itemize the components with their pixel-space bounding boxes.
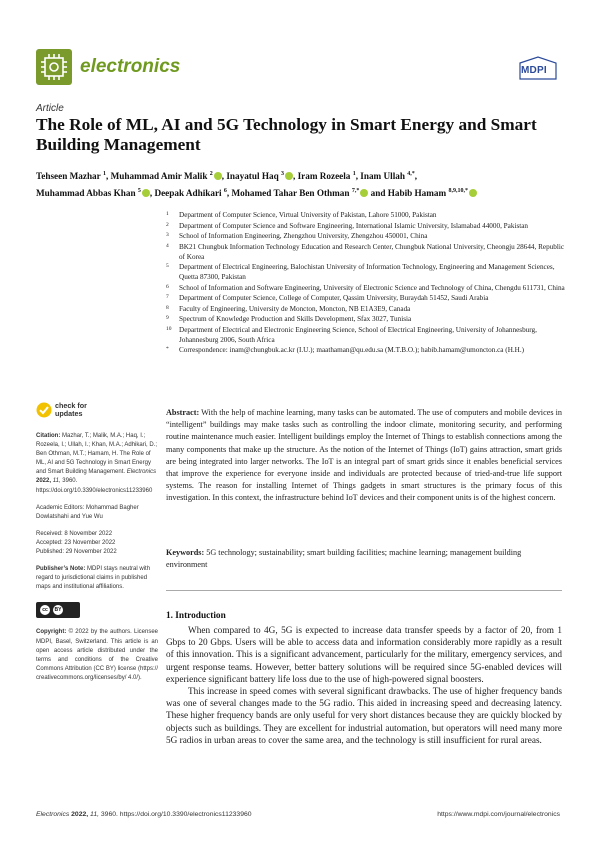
affiliation-text: Department of Computer Science, College of Computer, Qassim University, Buraydah 51452, Saudi Arabia xyxy=(179,294,489,302)
publisher-note-heading: Publisher’s Note: xyxy=(36,566,86,573)
publisher-note-text: MDPI stays neutral with regard to jurisdictional claims in published maps and institutional affiliations. xyxy=(36,566,151,591)
mdpi-logo xyxy=(516,55,560,81)
affiliation-number: 2 xyxy=(166,221,169,228)
author-affiliation-mark: 8,9,10,* xyxy=(448,188,468,195)
footer-doi-link[interactable]: 3960. https://doi.org/10.3390/electronics11233960 xyxy=(100,811,252,818)
footer-citation xyxy=(36,811,252,818)
affiliation-text: BK21 Chungbuk Information Technology Education and Research Center, Chungbuk National University, Cheongju 28644, Republic of Korea xyxy=(179,242,565,261)
citation-heading: Citation: xyxy=(36,433,61,439)
affiliation-number: * xyxy=(166,346,169,352)
copyright-heading: Copyright: xyxy=(36,629,67,636)
affiliation-number: 9 xyxy=(166,315,169,321)
paragraph: This increase in speed comes with several significant drawbacks. The use of higher frequency bands was one of several changes made to the 5G radio. This aided in increasing speed and decreasing latency. These higher frequency bands are only useful for very short distances because they are quickly blocked by objects such as buildings. They are excellent for industrial automation, but operators will need many more 5G radios in urban areas to cover the same area, and the technology is still insufficient for rural areas. xyxy=(166,687,562,746)
keywords xyxy=(166,547,562,571)
author-name: and Habib Hamam xyxy=(370,188,447,199)
affiliation-item xyxy=(166,304,566,314)
section-heading: 1. Introduction xyxy=(166,611,226,621)
orcid-icon[interactable] xyxy=(285,172,293,180)
section-body xyxy=(166,625,562,747)
affiliation-text: Department of Computer Science, Virtual University of Pakistan, Lahore 51000, Pakistan xyxy=(179,211,437,219)
affiliation-text: School of Information Engineering, Zhengzhou University, Zhengzhou 450001, China xyxy=(179,232,428,240)
affiliation-number: 4 xyxy=(166,242,169,249)
orcid-icon[interactable] xyxy=(214,172,222,180)
check-updates-icon xyxy=(36,402,52,418)
abstract xyxy=(166,407,562,505)
received-date: Received: 8 November 2022 xyxy=(36,530,113,537)
cc-by-license-icon[interactable] xyxy=(36,602,80,618)
citation-journal: Electronics xyxy=(126,469,157,476)
academic-editors: Academic Editors: Mohammad Bagher Dowlatshahi and Yue Wu xyxy=(36,504,139,520)
by-icon: BY xyxy=(54,607,62,614)
author-affiliation-mark: 1 xyxy=(352,171,356,177)
author-affiliation-mark: 6 xyxy=(223,188,227,195)
author-name: Muhammad Amir Malik xyxy=(110,171,208,182)
affiliation-number: 7 xyxy=(166,294,169,300)
author-name: Iram Rozeela xyxy=(297,171,351,182)
author-affiliation-mark: 5 xyxy=(137,188,141,195)
author-name: Mohamed Tahar Ben Othman xyxy=(231,188,350,199)
journal-logo-icon xyxy=(36,49,72,85)
affiliation-text: Correspondence: inam@chungbuk.ac.kr (I.U.); maathaman@qu.edu.sa (M.T.B.O.); habib.hamam@umoncton.ca (H.H.) xyxy=(179,346,525,354)
author-name: Muhammad Abbas Khan xyxy=(36,188,136,199)
affiliation-text: Department of Computer Science and Software Engineering, International Islamic University, Islamabad 44000, Pakistan xyxy=(179,221,529,230)
publisher-note xyxy=(36,565,158,592)
section-divider xyxy=(166,590,562,591)
article-info-sidebar xyxy=(36,402,158,691)
check-label-line2: updates xyxy=(55,409,83,418)
footer-journal-url[interactable]: https://www.mdpi.com/journal/electronics xyxy=(437,811,560,818)
footer-volume: 11, xyxy=(90,811,99,818)
orcid-icon[interactable] xyxy=(142,189,150,197)
author-name: Deepak Adhikari xyxy=(154,188,222,199)
affiliation-list xyxy=(166,210,566,356)
affiliation-item xyxy=(166,262,566,282)
cc-icon: cc xyxy=(40,605,50,615)
journal-header xyxy=(36,47,560,87)
affiliation-text: Spectrum of Knowledge Production and Skills Development, Sfax 3027, Tunisia xyxy=(179,315,412,323)
author-name: Tehseen Mazhar xyxy=(36,171,101,182)
citation-block xyxy=(36,432,158,496)
paper-title: The Role of ML, AI and 5G Technology in Smart Energy and Smart Building Management xyxy=(36,115,537,154)
affiliation-item xyxy=(166,293,566,303)
keywords-text: 5G technology; sustainability; smart building facilities; machine learning; management building environment xyxy=(166,548,522,570)
affiliation-number: 6 xyxy=(166,283,169,290)
abstract-label: Abstract: xyxy=(166,408,200,417)
author-affiliation-mark: 2 xyxy=(209,171,213,177)
author-list: Tehseen Mazhar $^1$, Muhammad Amir Malik $^2$ , Inayatul Haq $^3$ , Iram Rozeela $^1$, Inam Ullah $^{4,*}$, Muhammad Abbas Khan $^5$ , Deepak Adhikari $^6$, Mohamed Tahar Ben Othman $^{7,*}$ and Habib Hamam $^{8,9,10,*}$ xyxy=(36,167,576,201)
affiliation-item xyxy=(166,210,566,220)
mdpi-logo-text: MDPI xyxy=(521,65,547,76)
affiliation-item xyxy=(166,325,566,345)
published-date: Published: 29 November 2022 xyxy=(36,549,117,556)
check-label-line1: check for xyxy=(55,401,87,410)
affiliation-text: Faculty of Engineering, University de Moncton, Moncton, NB E1A3E9, Canada xyxy=(179,304,411,313)
citation-volume: 11, xyxy=(52,478,61,485)
dates-block xyxy=(36,530,158,557)
affiliation-number: 10 xyxy=(166,325,172,332)
author-affiliation-mark: 1 xyxy=(103,171,107,177)
citation-year: 2022, xyxy=(36,478,52,485)
accepted-date: Accepted: 23 November 2022 xyxy=(36,539,116,546)
check-for-updates-button[interactable] xyxy=(36,402,158,424)
footer-year: 2022, xyxy=(71,811,89,818)
affiliation-text: Department of Electrical Engineering, Balochistan University of Information Technology, Engineering and Management Sciences, Quetta 87300, Pakistan xyxy=(179,263,555,281)
author-affiliation-mark: 7,* xyxy=(351,188,360,195)
affiliation-item xyxy=(166,283,566,293)
affiliation-text: School of Information and Software Engineering, University of Electronic Science and Technology of China, Chengdu 611731, China xyxy=(179,283,565,292)
affiliation-item xyxy=(166,345,566,355)
copyright-text: © 2022 by the authors. Licensee MDPI, Basel, Switzerland. This article is an open access article distributed under the terms and conditions of the Creative Commons Attribution (CC BY) license (https:// creativecommons.org/licenses/by/ 4.0/). xyxy=(36,629,159,681)
affiliation-item xyxy=(166,221,566,231)
affiliation-item xyxy=(166,242,566,262)
copyright-block xyxy=(36,628,158,683)
author-affiliation-mark: 3 xyxy=(280,171,284,177)
orcid-icon[interactable] xyxy=(360,189,368,197)
abstract-text: With the help of machine learning, many tasks can be automated. The use of computers and mobile devices in “intelligent” buildings may make tasks such as controlling the indoor climate, monitoring security, and performing routine maintenance much easier. Intelligent buildings employ the Internet of Things to establish connections among the many components that make up the structure. As the notion of the Internet of Things (IoT) gains attraction, smart grids are being integrated into larger networks. The IoT is an integral part of smart grids since it enables beneficial services that improve the experience for everyone inside and individuals are protected because of tried-and-true life support systems. The reason for installing Internet of Things gadgets in smart structures is the primary focus of this investigation. In this context, the infrastructure behind IoT devices and their component units is of the highest concern. xyxy=(166,408,562,503)
citation-doi-link[interactable]: 3960. https://doi.org/10.3390/electronics11233960 xyxy=(36,478,153,494)
orcid-icon[interactable] xyxy=(469,189,477,197)
affiliation-item xyxy=(166,314,566,324)
author-affiliation-mark: 4,* xyxy=(407,171,415,177)
affiliation-number: 8 xyxy=(166,304,169,311)
author-name: Inam Ullah xyxy=(360,171,405,182)
journal-name: electronics xyxy=(80,56,181,77)
footer-journal: Electronics xyxy=(36,811,70,818)
author-name: Inayatul Haq xyxy=(226,171,279,182)
keywords-label: Keywords: xyxy=(166,548,205,557)
citation-text: Mazhar, T.; Malik, M.A.; Haq, I.; Rozeela, I.; Ullah, I.; Khan, M.A.; Adhikari, D.; Ben Othman, M.T.; Hamam, H. The Role of ML, AI and 5G Technology in Smart Energy and Smart Building Management. xyxy=(36,433,158,476)
affiliation-item xyxy=(166,231,566,241)
paragraph: When compared to 4G, 5G is expected to increase data transfer speeds by a factor of 20, from 1 Gbps to 20 Gbps. Users will be able to access data and information considerably more rapidly as a result of this innovation. This is a significant advancement, particularly for the military, emergency services, and urgent response teams. However, better battery solutions will be required since 5G-enabled devices will experience significant battery life loss due to the use of high-powered signal boosters. xyxy=(166,626,562,685)
affiliation-number: 5 xyxy=(166,263,169,269)
affiliation-number: 1 xyxy=(166,211,169,217)
affiliation-text: Department of Electrical and Electronic Engineering Science, School of Electrical Engineering, University of Johannesburg, Johannesburg 2006, South Africa xyxy=(179,325,537,344)
affiliation-number: 3 xyxy=(166,232,169,238)
article-type: Article xyxy=(36,103,64,114)
